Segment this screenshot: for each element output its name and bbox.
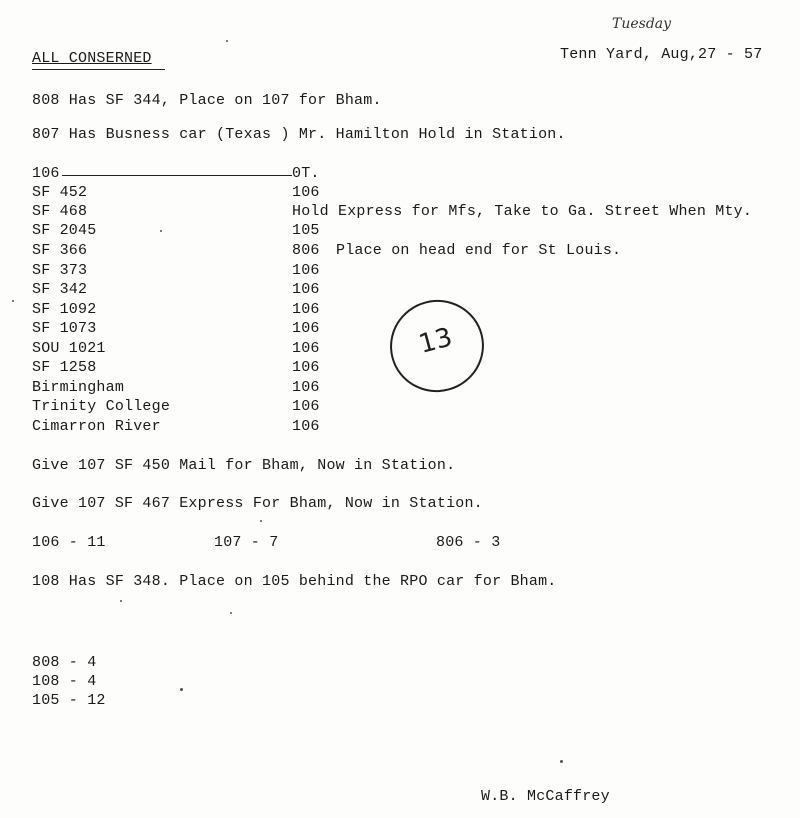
- addressee: ALL CONSERNED: [32, 50, 152, 67]
- day-handwritten: Tuesday: [612, 16, 672, 32]
- table-row-train: 106: [292, 340, 320, 357]
- count-108: 108 - 4: [32, 673, 97, 690]
- scan-speck: [160, 230, 162, 232]
- table-header-left: 106: [32, 165, 60, 182]
- scan-speck: [180, 688, 183, 691]
- table-row-train: 106: [292, 281, 320, 298]
- table-row-car: SF 1092: [32, 301, 97, 318]
- table-row-car: SOU 1021: [32, 340, 106, 357]
- table-row-car: SF 373: [32, 262, 88, 279]
- table-row-car: SF 468: [32, 203, 88, 220]
- table-row-car: SF 366: [32, 242, 88, 259]
- stamp-number: 13: [415, 322, 456, 360]
- note-807: 807 Has Busness car (Texas ) Mr. Hamilton Hold in Station.: [32, 126, 566, 143]
- table-row-car: SF 1073: [32, 320, 97, 337]
- note-108: 108 Has SF 348. Place on 105 behind the RPO car for Bham.: [32, 573, 557, 590]
- table-header-right: 0T.: [292, 165, 320, 182]
- table-row-train: 106: [292, 359, 320, 376]
- scan-speck: [230, 612, 232, 614]
- count-106: 106 - 11: [32, 534, 106, 551]
- table-row-train: 106: [292, 379, 320, 396]
- scan-speck: [226, 40, 228, 42]
- count-107: 107 - 7: [214, 534, 279, 551]
- count-808: 808 - 4: [32, 654, 97, 671]
- count-806: 806 - 3: [436, 534, 501, 551]
- table-row-note: Place on head end for St Louis.: [336, 242, 622, 259]
- table-row-train: 106: [292, 320, 320, 337]
- table-row-train: 106: [292, 418, 320, 435]
- note-give-express: Give 107 SF 467 Express For Bham, Now in Station.: [32, 495, 483, 512]
- table-row-train: Hold Express for Mfs, Take to Ga. Street When Mty.: [292, 203, 753, 220]
- table-header-rule: [62, 175, 292, 176]
- stamp-circle: [380, 289, 495, 402]
- table-row-car: Birmingham: [32, 379, 125, 396]
- table-row-car: SF 1258: [32, 359, 97, 376]
- scan-speck: [560, 760, 563, 763]
- signature: W.B. McCaffrey: [481, 788, 610, 805]
- table-row-train: 106: [292, 398, 320, 415]
- table-row-train: 106: [292, 301, 320, 318]
- count-105: 105 - 12: [32, 692, 106, 709]
- note-808: 808 Has SF 344, Place on 107 for Bham.: [32, 92, 382, 109]
- table-row-train: 106: [292, 262, 320, 279]
- table-row-train: 105: [292, 222, 320, 239]
- scan-speck: [260, 520, 262, 522]
- table-row-car: SF 452: [32, 184, 88, 201]
- table-row-car: Cimarron River: [32, 418, 161, 435]
- table-row-car: SF 342: [32, 281, 88, 298]
- scan-speck: [120, 600, 122, 602]
- table-row-train: 106: [292, 184, 320, 201]
- table-row-car: Trinity College: [32, 398, 171, 415]
- addressee-underline: [32, 69, 165, 70]
- location-date: Tenn Yard, Aug,27 - 57: [560, 46, 763, 63]
- scan-speck: [12, 300, 14, 302]
- table-row-car: SF 2045: [32, 222, 97, 239]
- table-row-train: 806: [292, 242, 320, 259]
- note-give-mail: Give 107 SF 450 Mail for Bham, Now in Station.: [32, 457, 456, 474]
